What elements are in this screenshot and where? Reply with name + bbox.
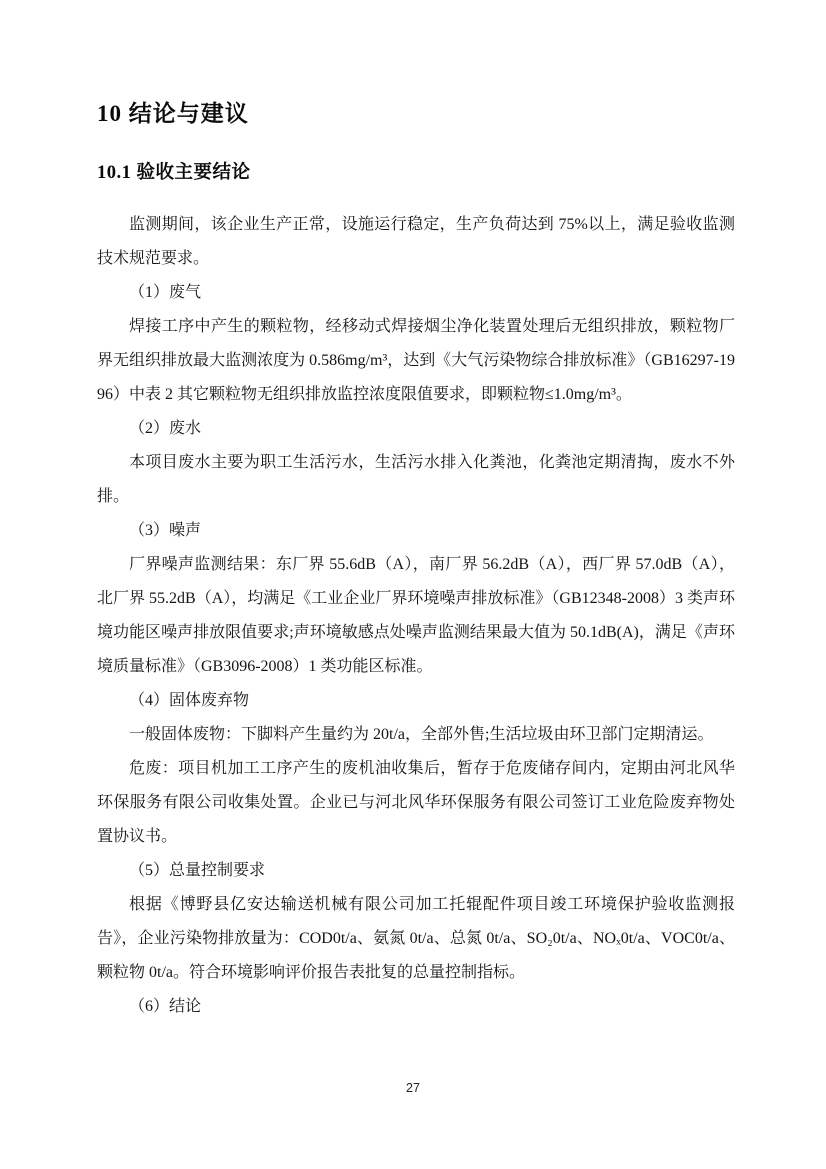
paragraph-waste-gas: 焊接工序中产生的颗粒物，经移动式焊接烟尘净化装置处理后无组织排放，颗粒物厂界无组织排放最大监测浓度为 0.586mg/m³，达到《大气污染物综合排放标准》（GB16297-1996）中表 2 其它颗粒物无组织排放监控浓度限值要求，即颗粒物≤1.0mg/m³。	[97, 318, 735, 403]
paragraph-monitoring-summary: 监测期间，该企业生产正常，设施运行稳定，生产负荷达到 75%以上，满足验收监测技术规范要求。	[97, 216, 735, 267]
paragraph-hazardous-waste: 危废：项目机加工工序产生的废机油收集后，暂存于危废储存间内，定期由河北风华环保服务有限公司收集处置。企业已与河北风华环保服务有限公司签订工业危险废弃物处置协议书。	[97, 760, 735, 845]
page-number: 27	[406, 1081, 420, 1095]
item-label-solid-waste: （4）固体废弃物	[129, 692, 250, 709]
paragraph-waste-water: 本项目废水主要为职工生活污水，生活污水排入化粪池，化粪池定期清掏，废水不外排。	[97, 454, 735, 505]
subsection-heading: 10.1 验收主要结论	[97, 163, 251, 183]
paragraph-general-solid-waste: 一般固体废物：下脚料产生量约为 20t/a，全部外售;生活垃圾由环卫部门定期清运。	[129, 726, 714, 743]
item-label-waste-water: （2）废水	[129, 420, 202, 437]
item-label-conclusion: （6）结论	[129, 998, 202, 1015]
section-heading: 10 结论与建议	[97, 101, 249, 126]
item-label-waste-gas: （1）废气	[129, 284, 202, 301]
paragraph-noise: 厂界噪声监测结果：东厂界 55.6dB（A），南厂界 56.2dB（A），西厂界 57.0dB（A），北厂界 55.2dB（A），均满足《工业企业厂界环境噪声排放标准》（GB12348-2008）3 类声环境功能区噪声排放限值要求;声环境敏感点处噪声监测结果最大值为 50.1dB(A)，满足《声环境质量标准》（GB3096-2008）1 类功能区标准。	[97, 556, 735, 675]
item-label-total-control: （5）总量控制要求	[129, 862, 266, 879]
item-label-noise: （3）噪声	[129, 522, 202, 539]
paragraph-total-control: 根据《博野县亿安达输送机械有限公司加工托辊配件项目竣工环境保护验收监测报告》，企业污染物排放量为：COD0t/a、氨氮 0t/a、总氮 0t/a、SO₂0t/a、NOₓ0t/a、VOC0t/a、颗粒物 0t/a。符合环境影响评价报告表批复的总量控制指标。	[97, 896, 735, 981]
